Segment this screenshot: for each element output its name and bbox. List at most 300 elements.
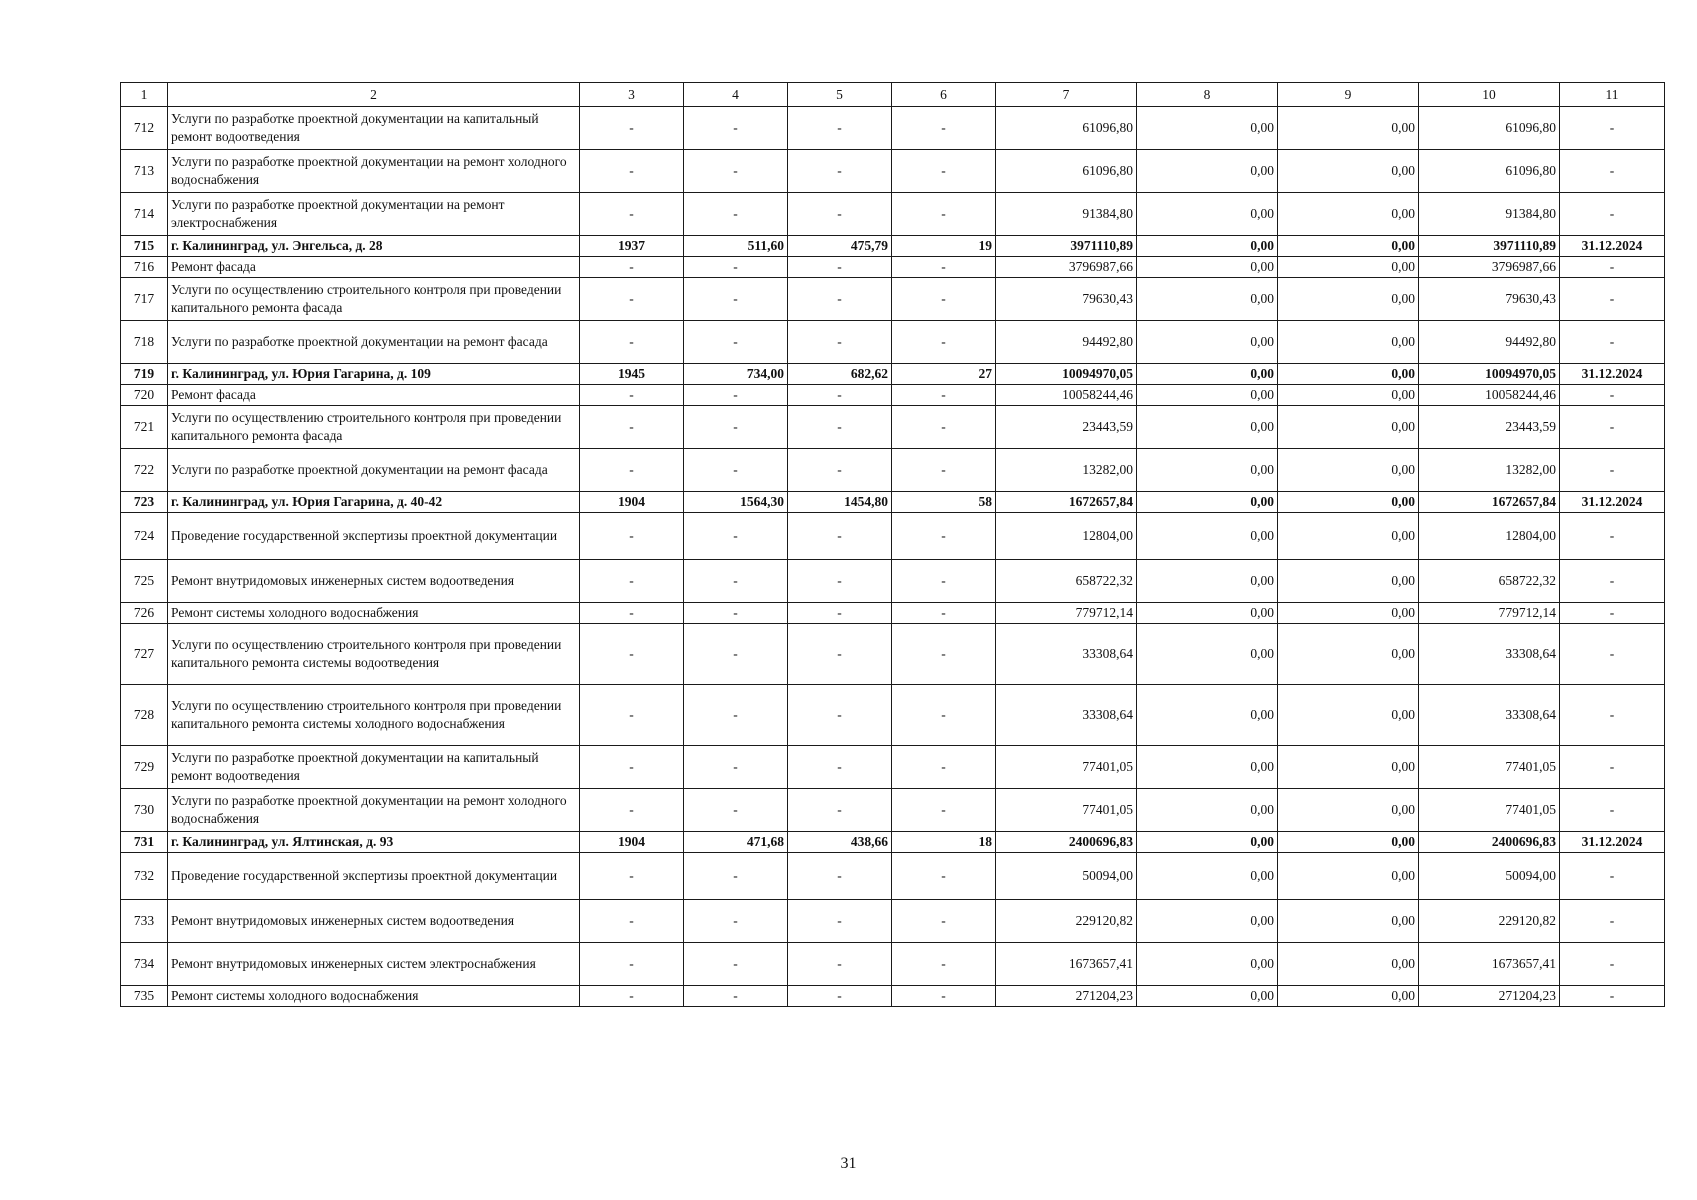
work-item-row (121, 385, 1665, 406)
cell-col-4: - (684, 789, 788, 832)
column-number-cell: 1 (121, 83, 168, 107)
cell-col-8: 0,00 (1137, 257, 1278, 278)
cell-col-1: 714 (121, 193, 168, 236)
cell-col-2: Ремонт внутридомовых инженерных систем электроснабжения (168, 943, 580, 986)
cell-col-9: 0,00 (1278, 560, 1419, 603)
cell-col-11: - (1560, 900, 1665, 943)
cell-col-8: 0,00 (1137, 789, 1278, 832)
cell-col-5: 438,66 (788, 832, 892, 853)
cell-col-10: 23443,59 (1419, 406, 1560, 449)
cell-col-11: - (1560, 107, 1665, 150)
cell-col-11: - (1560, 624, 1665, 685)
cell-col-4: 1564,30 (684, 492, 788, 513)
cell-col-4: 734,00 (684, 364, 788, 385)
cell-col-6: - (892, 685, 996, 746)
cell-col-11: - (1560, 449, 1665, 492)
cell-col-1: 733 (121, 900, 168, 943)
cell-col-1: 730 (121, 789, 168, 832)
cell-col-3: - (580, 107, 684, 150)
cell-col-4: - (684, 449, 788, 492)
cell-col-5: - (788, 560, 892, 603)
cell-col-2: Услуги по разработке проектной документации на капитальный ремонт водоотведения (168, 746, 580, 789)
cell-col-5: - (788, 789, 892, 832)
cell-col-7: 79630,43 (996, 278, 1137, 321)
work-item-row (121, 853, 1665, 900)
cell-col-1: 725 (121, 560, 168, 603)
cell-col-5: - (788, 150, 892, 193)
cell-col-4: - (684, 107, 788, 150)
work-item-row (121, 150, 1665, 193)
cell-col-10: 77401,05 (1419, 746, 1560, 789)
cell-col-10: 271204,23 (1419, 986, 1560, 1007)
cell-col-10: 61096,80 (1419, 150, 1560, 193)
cell-col-9: 0,00 (1278, 107, 1419, 150)
cell-col-5: - (788, 257, 892, 278)
cell-col-1: 735 (121, 986, 168, 1007)
cell-col-4: - (684, 278, 788, 321)
cell-col-10: 33308,64 (1419, 624, 1560, 685)
cell-col-8: 0,00 (1137, 624, 1278, 685)
cell-col-2: г. Калининград, ул. Ялтинская, д. 93 (168, 832, 580, 853)
cell-col-9: 0,00 (1278, 685, 1419, 746)
cell-col-4: - (684, 624, 788, 685)
cell-col-1: 712 (121, 107, 168, 150)
work-item-row (121, 321, 1665, 364)
cell-col-2: Ремонт системы холодного водоснабжения (168, 603, 580, 624)
cell-col-9: 0,00 (1278, 385, 1419, 406)
cell-col-5: - (788, 278, 892, 321)
cell-col-3: - (580, 789, 684, 832)
cell-col-9: 0,00 (1278, 150, 1419, 193)
cell-col-5: - (788, 900, 892, 943)
cell-col-5: - (788, 943, 892, 986)
cell-col-8: 0,00 (1137, 236, 1278, 257)
cell-col-3: - (580, 150, 684, 193)
cell-col-3: - (580, 278, 684, 321)
cell-col-2: Услуги по разработке проектной документации на капитальный ремонт водоотведения (168, 107, 580, 150)
cell-col-7: 33308,64 (996, 685, 1137, 746)
cell-col-3: 1904 (580, 492, 684, 513)
cell-col-3: - (580, 406, 684, 449)
cell-col-9: 0,00 (1278, 789, 1419, 832)
cell-col-7: 13282,00 (996, 449, 1137, 492)
cell-col-6: - (892, 321, 996, 364)
cell-col-2: Услуги по разработке проектной документации на ремонт электроснабжения (168, 193, 580, 236)
cell-col-10: 779712,14 (1419, 603, 1560, 624)
cell-col-1: 716 (121, 257, 168, 278)
cell-col-2: Услуги по разработке проектной документации на ремонт фасада (168, 449, 580, 492)
cell-col-11: - (1560, 685, 1665, 746)
cell-col-10: 229120,82 (1419, 900, 1560, 943)
cell-col-2: Услуги по осуществлению строительного контроля при проведении капитального ремонта фасада (168, 278, 580, 321)
cell-col-11: 31.12.2024 (1560, 832, 1665, 853)
cell-col-7: 3971110,89 (996, 236, 1137, 257)
cell-col-8: 0,00 (1137, 986, 1278, 1007)
cell-col-5: - (788, 406, 892, 449)
cell-col-5: 475,79 (788, 236, 892, 257)
cell-col-7: 10058244,46 (996, 385, 1137, 406)
work-item-row (121, 278, 1665, 321)
cell-col-8: 0,00 (1137, 900, 1278, 943)
cell-col-5: - (788, 513, 892, 560)
cell-col-11: - (1560, 789, 1665, 832)
cell-col-10: 61096,80 (1419, 107, 1560, 150)
cell-col-5: - (788, 624, 892, 685)
cell-col-2: Ремонт фасада (168, 257, 580, 278)
cell-col-5: - (788, 193, 892, 236)
column-number-cell: 3 (580, 83, 684, 107)
cell-col-2: г. Калининград, ул. Юрия Гагарина, д. 109 (168, 364, 580, 385)
cell-col-10: 10094970,05 (1419, 364, 1560, 385)
cell-col-1: 713 (121, 150, 168, 193)
cell-col-7: 658722,32 (996, 560, 1137, 603)
cell-col-11: 31.12.2024 (1560, 236, 1665, 257)
cell-col-10: 2400696,83 (1419, 832, 1560, 853)
cell-col-6: - (892, 789, 996, 832)
cell-col-4: - (684, 560, 788, 603)
cell-col-3: - (580, 624, 684, 685)
cell-col-1: 734 (121, 943, 168, 986)
cell-col-6: - (892, 107, 996, 150)
cell-col-6: - (892, 513, 996, 560)
cell-col-8: 0,00 (1137, 150, 1278, 193)
cell-col-2: Ремонт внутридомовых инженерных систем водоотведения (168, 900, 580, 943)
cell-col-6: - (892, 150, 996, 193)
cell-col-4: 471,68 (684, 832, 788, 853)
cell-col-1: 724 (121, 513, 168, 560)
cell-col-3: - (580, 685, 684, 746)
cell-col-6: - (892, 385, 996, 406)
cell-col-9: 0,00 (1278, 321, 1419, 364)
column-number-cell: 6 (892, 83, 996, 107)
cell-col-9: 0,00 (1278, 193, 1419, 236)
cell-col-10: 658722,32 (1419, 560, 1560, 603)
cell-col-6: - (892, 943, 996, 986)
cell-col-8: 0,00 (1137, 943, 1278, 986)
cell-col-6: - (892, 746, 996, 789)
work-item-row (121, 900, 1665, 943)
cell-col-9: 0,00 (1278, 746, 1419, 789)
cell-col-9: 0,00 (1278, 832, 1419, 853)
cell-col-6: - (892, 560, 996, 603)
cell-col-5: - (788, 685, 892, 746)
cell-col-3: 1904 (580, 832, 684, 853)
work-item-row (121, 789, 1665, 832)
cell-col-1: 717 (121, 278, 168, 321)
cell-col-6: - (892, 278, 996, 321)
cell-col-7: 61096,80 (996, 107, 1137, 150)
cell-col-3: - (580, 560, 684, 603)
cell-col-3: 1937 (580, 236, 684, 257)
column-number-cell: 7 (996, 83, 1137, 107)
cell-col-2: Услуги по осуществлению строительного контроля при проведении капитального ремонта фасада (168, 406, 580, 449)
capital-repair-table (120, 82, 1665, 1007)
cell-col-11: - (1560, 746, 1665, 789)
cell-col-1: 726 (121, 603, 168, 624)
cell-col-11: - (1560, 943, 1665, 986)
cell-col-8: 0,00 (1137, 603, 1278, 624)
cell-col-2: Проведение государственной экспертизы проектной документации (168, 853, 580, 900)
cell-col-2: г. Калининград, ул. Энгельса, д. 28 (168, 236, 580, 257)
cell-col-1: 729 (121, 746, 168, 789)
cell-col-4: - (684, 900, 788, 943)
work-item-row (121, 746, 1665, 789)
cell-col-6: - (892, 900, 996, 943)
cell-col-4: - (684, 746, 788, 789)
cell-col-9: 0,00 (1278, 603, 1419, 624)
cell-col-4: - (684, 406, 788, 449)
cell-col-6: - (892, 603, 996, 624)
cell-col-4: - (684, 150, 788, 193)
cell-col-8: 0,00 (1137, 685, 1278, 746)
cell-col-9: 0,00 (1278, 406, 1419, 449)
work-item-row (121, 986, 1665, 1007)
cell-col-2: Услуги по разработке проектной документации на ремонт холодного водоснабжения (168, 789, 580, 832)
cell-col-7: 91384,80 (996, 193, 1137, 236)
column-number-row (121, 83, 1665, 107)
cell-col-3: - (580, 193, 684, 236)
cell-col-3: - (580, 900, 684, 943)
cell-col-11: - (1560, 986, 1665, 1007)
address-row (121, 492, 1665, 513)
cell-col-1: 718 (121, 321, 168, 364)
column-number-cell: 2 (168, 83, 580, 107)
cell-col-6: - (892, 986, 996, 1007)
cell-col-2: Проведение государственной экспертизы проектной документации (168, 513, 580, 560)
cell-col-2: Ремонт фасада (168, 385, 580, 406)
cell-col-9: 0,00 (1278, 449, 1419, 492)
cell-col-10: 50094,00 (1419, 853, 1560, 900)
cell-col-10: 77401,05 (1419, 789, 1560, 832)
cell-col-8: 0,00 (1137, 853, 1278, 900)
work-item-row (121, 193, 1665, 236)
cell-col-7: 271204,23 (996, 986, 1137, 1007)
cell-col-4: - (684, 193, 788, 236)
cell-col-11: - (1560, 406, 1665, 449)
cell-col-8: 0,00 (1137, 560, 1278, 603)
cell-col-3: - (580, 257, 684, 278)
cell-col-5: - (788, 603, 892, 624)
cell-col-5: - (788, 853, 892, 900)
work-item-row (121, 257, 1665, 278)
cell-col-7: 229120,82 (996, 900, 1137, 943)
cell-col-8: 0,00 (1137, 321, 1278, 364)
cell-col-3: - (580, 385, 684, 406)
cell-col-6: - (892, 624, 996, 685)
column-number-cell: 9 (1278, 83, 1419, 107)
cell-col-1: 719 (121, 364, 168, 385)
cell-col-2: г. Калининград, ул. Юрия Гагарина, д. 40-42 (168, 492, 580, 513)
column-number-cell: 11 (1560, 83, 1665, 107)
cell-col-6: 58 (892, 492, 996, 513)
cell-col-9: 0,00 (1278, 986, 1419, 1007)
cell-col-11: - (1560, 193, 1665, 236)
cell-col-2: Услуги по осуществлению строительного контроля при проведении капитального ремонта системы водоотведения (168, 624, 580, 685)
cell-col-4: - (684, 853, 788, 900)
cell-col-10: 1673657,41 (1419, 943, 1560, 986)
cell-col-11: - (1560, 513, 1665, 560)
cell-col-1: 722 (121, 449, 168, 492)
cell-col-4: - (684, 603, 788, 624)
cell-col-6: - (892, 257, 996, 278)
cell-col-11: 31.12.2024 (1560, 364, 1665, 385)
cell-col-7: 77401,05 (996, 746, 1137, 789)
cell-col-10: 1672657,84 (1419, 492, 1560, 513)
cell-col-5: - (788, 385, 892, 406)
work-item-row (121, 943, 1665, 986)
cell-col-1: 732 (121, 853, 168, 900)
cell-col-9: 0,00 (1278, 943, 1419, 986)
cell-col-7: 779712,14 (996, 603, 1137, 624)
cell-col-1: 715 (121, 236, 168, 257)
cell-col-10: 91384,80 (1419, 193, 1560, 236)
cell-col-4: - (684, 385, 788, 406)
cell-col-5: 1454,80 (788, 492, 892, 513)
work-item-row (121, 624, 1665, 685)
cell-col-2: Услуги по осуществлению строительного контроля при проведении капитального ремонта системы холодного водоснабжения (168, 685, 580, 746)
page-number: 31 (840, 1155, 857, 1172)
cell-col-7: 10094970,05 (996, 364, 1137, 385)
cell-col-3: - (580, 943, 684, 986)
cell-col-9: 0,00 (1278, 853, 1419, 900)
cell-col-3: - (580, 321, 684, 364)
cell-col-8: 0,00 (1137, 385, 1278, 406)
cell-col-7: 12804,00 (996, 513, 1137, 560)
cell-col-7: 33308,64 (996, 624, 1137, 685)
cell-col-4: - (684, 513, 788, 560)
cell-col-8: 0,00 (1137, 449, 1278, 492)
cell-col-11: - (1560, 321, 1665, 364)
cell-col-9: 0,00 (1278, 257, 1419, 278)
cell-col-11: - (1560, 150, 1665, 193)
cell-col-4: - (684, 321, 788, 364)
cell-col-1: 723 (121, 492, 168, 513)
cell-col-6: 27 (892, 364, 996, 385)
cell-col-9: 0,00 (1278, 278, 1419, 321)
cell-col-2: Услуги по разработке проектной документации на ремонт холодного водоснабжения (168, 150, 580, 193)
cell-col-5: - (788, 449, 892, 492)
cell-col-1: 720 (121, 385, 168, 406)
cell-col-5: - (788, 321, 892, 364)
cell-col-8: 0,00 (1137, 492, 1278, 513)
cell-col-5: - (788, 746, 892, 789)
cell-col-3: 1945 (580, 364, 684, 385)
cell-col-10: 33308,64 (1419, 685, 1560, 746)
cell-col-3: - (580, 513, 684, 560)
cell-col-7: 1672657,84 (996, 492, 1137, 513)
address-row (121, 364, 1665, 385)
cell-col-11: - (1560, 853, 1665, 900)
cell-col-1: 728 (121, 685, 168, 746)
cell-col-10: 94492,80 (1419, 321, 1560, 364)
cell-col-8: 0,00 (1137, 513, 1278, 560)
cell-col-4: 511,60 (684, 236, 788, 257)
cell-col-8: 0,00 (1137, 406, 1278, 449)
cell-col-4: - (684, 257, 788, 278)
cell-col-1: 721 (121, 406, 168, 449)
cell-col-2: Ремонт системы холодного водоснабжения (168, 986, 580, 1007)
cell-col-6: 19 (892, 236, 996, 257)
cell-col-7: 2400696,83 (996, 832, 1137, 853)
cell-col-6: - (892, 449, 996, 492)
cell-col-6: - (892, 853, 996, 900)
cell-col-10: 3971110,89 (1419, 236, 1560, 257)
cell-col-1: 731 (121, 832, 168, 853)
address-row (121, 832, 1665, 853)
cell-col-10: 12804,00 (1419, 513, 1560, 560)
cell-col-7: 61096,80 (996, 150, 1137, 193)
cell-col-6: 18 (892, 832, 996, 853)
cell-col-11: - (1560, 603, 1665, 624)
work-item-row (121, 107, 1665, 150)
cell-col-5: 682,62 (788, 364, 892, 385)
cell-col-10: 79630,43 (1419, 278, 1560, 321)
cell-col-3: - (580, 746, 684, 789)
cell-col-4: - (684, 685, 788, 746)
cell-col-5: - (788, 107, 892, 150)
cell-col-9: 0,00 (1278, 513, 1419, 560)
cell-col-7: 1673657,41 (996, 943, 1137, 986)
work-item-row (121, 513, 1665, 560)
column-number-cell: 10 (1419, 83, 1560, 107)
cell-col-5: - (788, 986, 892, 1007)
cell-col-9: 0,00 (1278, 236, 1419, 257)
cell-col-8: 0,00 (1137, 364, 1278, 385)
work-item-row (121, 685, 1665, 746)
cell-col-11: - (1560, 278, 1665, 321)
cell-col-3: - (580, 986, 684, 1007)
cell-col-4: - (684, 986, 788, 1007)
address-row (121, 236, 1665, 257)
cell-col-6: - (892, 193, 996, 236)
cell-col-7: 94492,80 (996, 321, 1137, 364)
cell-col-11: - (1560, 257, 1665, 278)
cell-col-10: 3796987,66 (1419, 257, 1560, 278)
work-item-row (121, 449, 1665, 492)
cell-col-3: - (580, 853, 684, 900)
cell-col-8: 0,00 (1137, 746, 1278, 789)
cell-col-2: Услуги по разработке проектной документации на ремонт фасада (168, 321, 580, 364)
column-number-cell: 4 (684, 83, 788, 107)
column-number-cell: 8 (1137, 83, 1278, 107)
cell-col-9: 0,00 (1278, 492, 1419, 513)
cell-col-8: 0,00 (1137, 832, 1278, 853)
cell-col-11: - (1560, 560, 1665, 603)
cell-col-7: 77401,05 (996, 789, 1137, 832)
column-number-cell: 5 (788, 83, 892, 107)
work-item-row (121, 603, 1665, 624)
cell-col-11: - (1560, 385, 1665, 406)
work-item-row (121, 560, 1665, 603)
cell-col-1: 727 (121, 624, 168, 685)
cell-col-6: - (892, 406, 996, 449)
cell-col-9: 0,00 (1278, 624, 1419, 685)
cell-col-3: - (580, 449, 684, 492)
work-item-row (121, 406, 1665, 449)
cell-col-11: 31.12.2024 (1560, 492, 1665, 513)
cell-col-8: 0,00 (1137, 278, 1278, 321)
cell-col-8: 0,00 (1137, 107, 1278, 150)
cell-col-3: - (580, 603, 684, 624)
cell-col-10: 10058244,46 (1419, 385, 1560, 406)
cell-col-9: 0,00 (1278, 900, 1419, 943)
cell-col-8: 0,00 (1137, 193, 1278, 236)
cell-col-7: 23443,59 (996, 406, 1137, 449)
cell-col-9: 0,00 (1278, 364, 1419, 385)
cell-col-7: 50094,00 (996, 853, 1137, 900)
cell-col-7: 3796987,66 (996, 257, 1137, 278)
cell-col-4: - (684, 943, 788, 986)
